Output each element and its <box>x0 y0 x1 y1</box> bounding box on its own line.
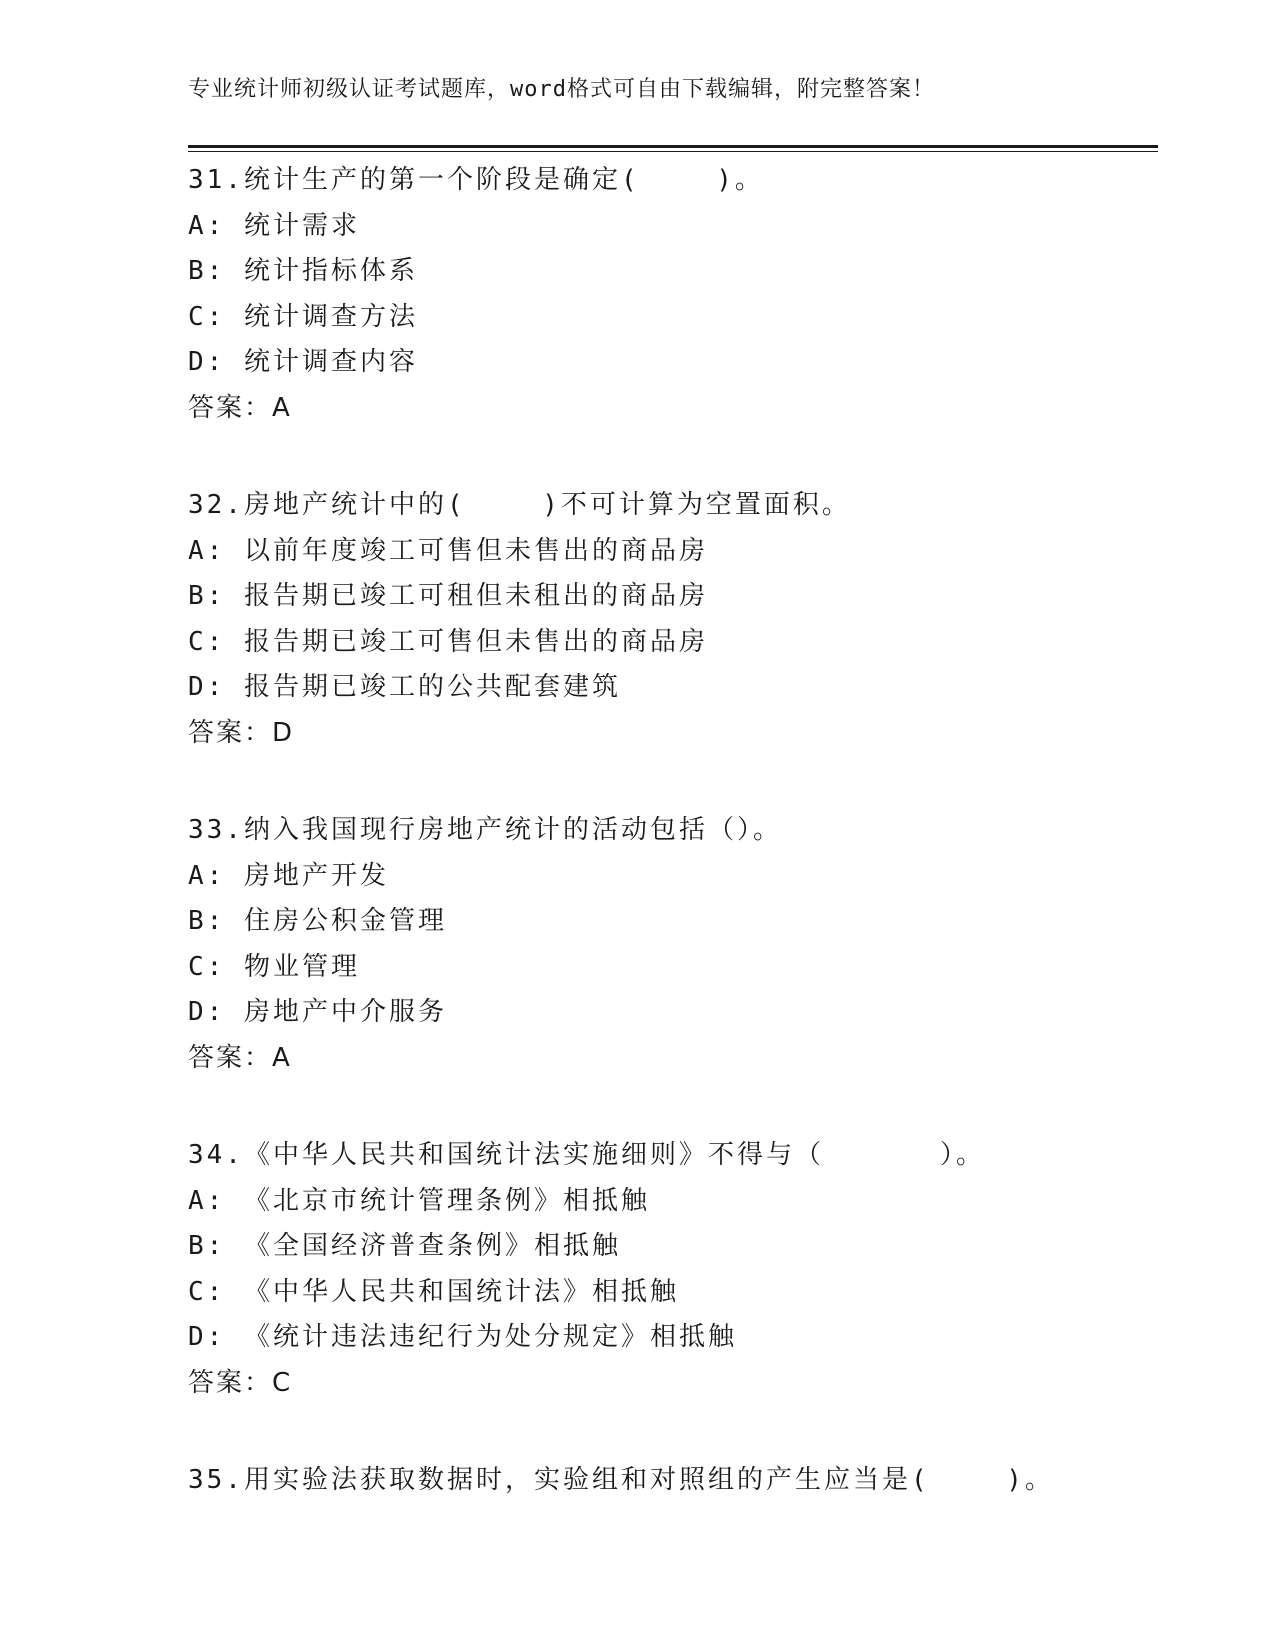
question-stem: 31.统计生产的第一个阶段是确定( )。 <box>188 165 764 195</box>
option-c: C: 《中华人民共和国统计法》相抵触 <box>188 1276 679 1307</box>
question-35 <box>188 1458 1148 1504</box>
question-31 <box>188 158 1148 431</box>
answer: 答案：A <box>188 392 292 423</box>
option-b: B: 《全国经济普查条例》相抵触 <box>188 1231 621 1261</box>
question-32 <box>188 483 1148 756</box>
option-c: C: 物业管理 <box>188 951 360 982</box>
option-b: B: 住房公积金管理 <box>188 906 447 936</box>
answer: 答案：D <box>188 717 295 748</box>
option-d: D: 房地产中介服务 <box>188 997 447 1027</box>
option-c: C: 统计调查方法 <box>188 301 418 332</box>
page-header: 专业统计师初级认证考试题库，word格式可自由下载编辑，附完整答案！ <box>188 77 935 102</box>
option-b: B: 统计指标体系 <box>188 256 418 286</box>
question-34 <box>188 1133 1148 1406</box>
question-stem: 32.房地产统计中的( )不可计算为空置面积。 <box>188 490 851 520</box>
option-a: A: 以前年度竣工可售但未售出的商品房 <box>188 535 708 566</box>
option-c: C: 报告期已竣工可售但未售出的商品房 <box>188 626 708 657</box>
question-stem: 33.纳入我国现行房地产统计的活动包括（）。 <box>188 815 782 845</box>
option-d: D: 报告期已竣工的公共配套建筑 <box>188 672 621 702</box>
option-a: A: 统计需求 <box>188 210 360 241</box>
header-rule-thin <box>188 151 1158 152</box>
option-d: D: 《统计违法违纪行为处分规定》相抵触 <box>188 1322 737 1352</box>
answer: 答案：A <box>188 1042 292 1073</box>
option-d: D: 统计调查内容 <box>188 347 418 377</box>
question-stem: 34.《中华人民共和国统计法实施细则》不得与（ ）。 <box>188 1140 985 1170</box>
answer: 答案：C <box>188 1367 293 1398</box>
question-stem: 35.用实验法获取数据时，实验组和对照组的产生应当是( )。 <box>188 1465 1054 1495</box>
question-33 <box>188 808 1148 1081</box>
question-list <box>188 158 1148 1556</box>
option-a: A: 《北京市统计管理条例》相抵触 <box>188 1185 650 1216</box>
header-rule-thick <box>188 145 1158 148</box>
option-b: B: 报告期已竣工可租但未租出的商品房 <box>188 581 708 611</box>
option-a: A: 房地产开发 <box>188 860 389 891</box>
